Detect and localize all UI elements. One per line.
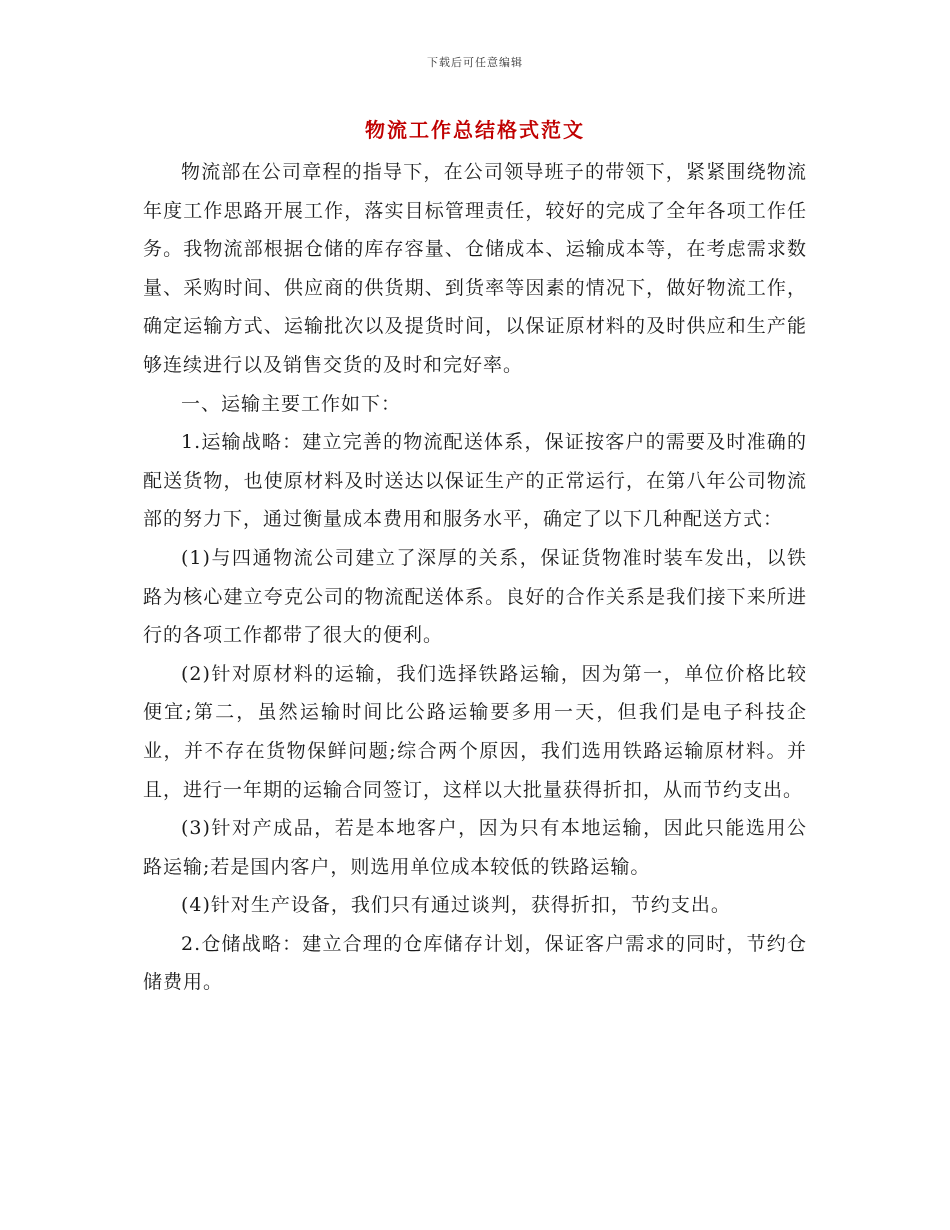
document-title: 物流工作总结格式范文	[365, 118, 585, 142]
paragraph-section-heading: 一、运输主要工作如下：	[181, 392, 402, 415]
document-body	[143, 153, 807, 1002]
paragraph-item-2: (2)针对原材料的运输，我们选择铁路运输，因为第一，单位价格比较便宜;第二，虽然运输时间比公路运输要多用一天，但我们是电子科技企业，并不存在货物保鲜问题;综合两个原因，我们选用铁路运输原材料。并且，进行一年期的运输合同签订，这样以大批量获得折扣，从而节约支出。	[143, 662, 807, 801]
paragraph-item-4: (4)针对生产设备，我们只有通过谈判，获得折扣，节约支出。	[181, 894, 731, 917]
paragraph-transport-strategy: 1.运输战略：建立完善的物流配送体系，保证按客户的需要及时准确的配送货物，也使原材料及时送达以保证生产的正常运行，在第八年公司物流部的努力下，通过衡量成本费用和服务水平，确定了以下几种配送方式：	[143, 431, 807, 531]
paragraph-storage-strategy: 2.仓储战略：建立合理的仓库储存计划，保证客户需求的同时，节约仓储费用。	[143, 932, 807, 994]
header-note: 下载后可任意编辑	[427, 56, 523, 69]
paragraph-item-3: (3)针对产成品，若是本地客户，因为只有本地运输，因此只能选用公路运输;若是国内客户，则选用单位成本较低的铁路运输。	[143, 817, 807, 878]
paragraph-item-1: (1)与四通物流公司建立了深厚的关系，保证货物准时装车发出，以铁路为核心建立夸克公司的物流配送体系。良好的合作关系是我们接下来所进行的各项工作都带了很大的便利。	[143, 546, 807, 647]
paragraph-intro: 物流部在公司章程的指导下，在公司领导班子的带领下，紧紧围绕物流年度工作思路开展工作，落实目标管理责任，较好的完成了全年各项工作任务。我物流部根据仓储的库存容量、仓储成本、运输成本等，在考虑需求数量、采购时间、供应商的供货期、到货率等因素的情况下，做好物流工作，确定运输方式、运输批次以及提货时间，以保证原材料的及时供应和生产能够连续进行以及销售交货的及时和完好率。	[143, 161, 807, 376]
